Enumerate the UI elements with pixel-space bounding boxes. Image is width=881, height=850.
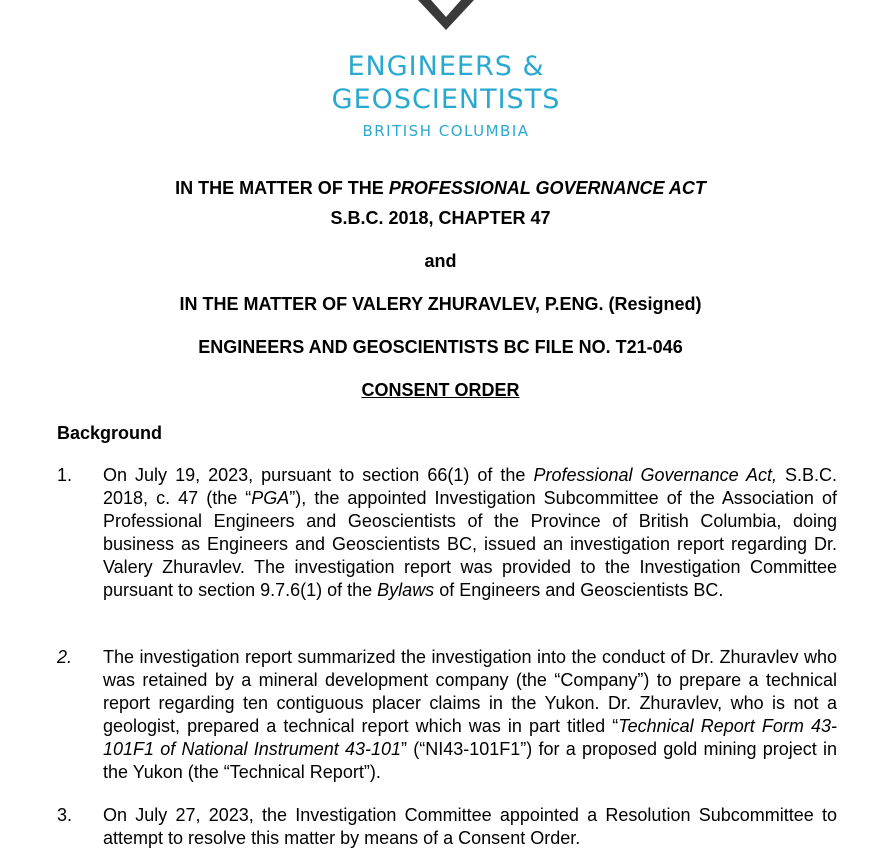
triangle-logo-icon <box>418 0 474 32</box>
document-title: CONSENT ORDER <box>361 380 520 400</box>
logo-line-engineers: ENGINEERS & <box>347 51 545 82</box>
statute-citation: S.B.C. 2018, CHAPTER 47 <box>330 208 551 228</box>
bylaws-italic: Bylaws <box>377 580 435 600</box>
text-run: of Engineers and Geoscientists BC. <box>434 580 724 600</box>
text-run: ”), the appointed Investigation Subcommittee of the Association of Professional Engineers and Geoscientists of the Province of British Columbia, doing business as Engineers and Geoscientists BC, issued an investigation report regarding Dr. Valery Zhuravlev. The investigation report was provided to the Investigation Committee pursuant to section 9.7.6(1) of the <box>103 488 837 600</box>
text-run: On July 27, 2023, the Investigation Committee appointed a Resolution Subcommittee to attempt to resolve this matter by means of a Consent Order. <box>103 805 837 848</box>
act-name-italic: Professional Governance Act, <box>533 465 777 485</box>
paragraph-number: 1. <box>57 465 73 485</box>
text-run: ” (“NI43-101F1”) for a proposed gold mining project in the Yukon (the “Technical Report”). <box>103 739 837 782</box>
section-heading-background: Background <box>57 423 163 443</box>
organization-logo <box>300 50 592 143</box>
paragraph-text <box>103 804 837 850</box>
conjunction-and: and <box>424 251 457 271</box>
act-name: PROFESSIONAL GOVERNANCE ACT <box>388 178 706 198</box>
report-title-italic: Technical Report Form 43-101F1 of National Instrument 43-101 <box>103 716 837 759</box>
text-run: S.B.C. 2018, c. 47 (the “ <box>103 465 837 508</box>
matter-heading-act <box>0 177 881 199</box>
paragraph-text <box>103 464 837 602</box>
text-run: The investigation report summarized the investigation into the conduct of Dr. Zhuravlev who was retained by a mineral development company (the “Company”) to prepare a technical report regarding ten contiguous placer claims in the Yukon. Dr. Zhuravlev, who is not a geologist, prepared a technical report which was in part titled “ <box>103 647 837 736</box>
file-number-heading: ENGINEERS AND GEOSCIENTISTS BC FILE NO. T21-046 <box>198 337 683 357</box>
paragraph-text <box>103 646 837 784</box>
text-run: On July 19, 2023, pursuant to section 66(1) of the <box>103 465 534 485</box>
matter-heading-member: IN THE MATTER OF VALERY ZHURAVLEV, P.ENG. (Resigned) <box>179 294 702 314</box>
logo-line-british-columbia: BRITISH COLUMBIA <box>362 122 530 140</box>
matter-heading-prefix: IN THE MATTER OF THE <box>175 178 389 198</box>
paragraph-number: 3. <box>57 805 73 825</box>
paragraph-number: 2. <box>57 647 73 667</box>
pga-abbreviation: PGA <box>251 488 290 508</box>
logo-line-geoscientists: GEOSCIENTISTS <box>331 84 561 115</box>
